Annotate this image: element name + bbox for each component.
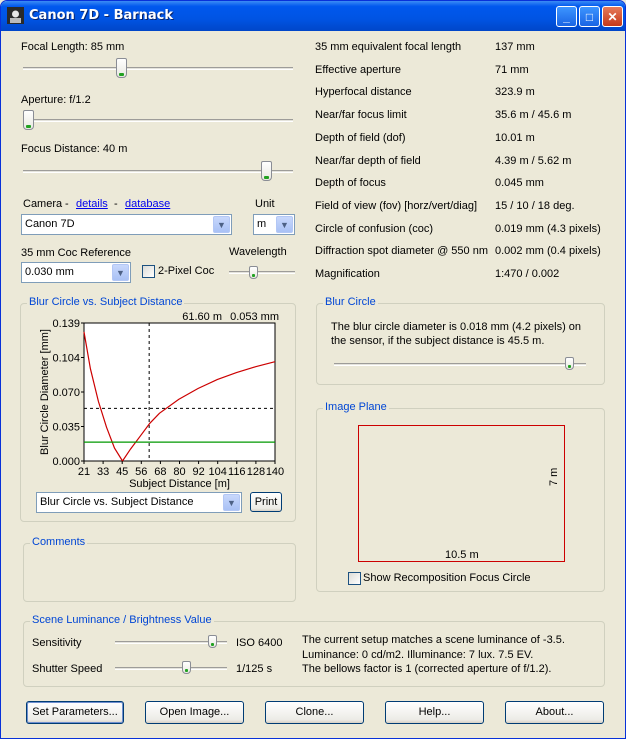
- shutter-label: Shutter Speed: [32, 663, 103, 675]
- info-value: 0.019 mm (4.3 pixels): [495, 222, 601, 235]
- luminance-group-title: Scene Luminance / Brightness Value: [32, 614, 212, 626]
- luminance-line-2: Luminance: 0 cd/m2. Illuminance: 7 lux. 7.5 EV.: [302, 649, 534, 661]
- info-label: Magnification: [315, 268, 380, 280]
- plot-area: [84, 323, 275, 461]
- close-button[interactable]: [602, 6, 623, 27]
- focus-distance-slider[interactable]: [261, 161, 272, 181]
- shutter-slider[interactable]: [182, 661, 191, 674]
- x-tick-label: 140: [265, 466, 285, 478]
- print-button[interactable]: [250, 492, 282, 512]
- info-label: Depth of focus: [315, 177, 386, 190]
- info-label: Diffraction spot diameter @ 550 nm: [315, 245, 488, 258]
- blur-chart-group-title: Blur Circle vs. Subject Distance: [29, 296, 183, 308]
- open-image-label: Open Image...: [159, 706, 230, 718]
- wavelength-track[interactable]: [229, 271, 295, 274]
- unit-label: Unit: [255, 198, 275, 210]
- info-value: 323.9 m: [495, 86, 535, 99]
- chevron-down-icon: ▼: [213, 216, 230, 233]
- close-icon: ✕: [607, 9, 618, 24]
- info-label: Near/far depth of field: [315, 154, 421, 167]
- chart-type-value: Blur Circle vs. Subject Distance: [40, 496, 194, 508]
- blur-circle-group: [316, 296, 605, 385]
- y-tick-label: 0.139: [52, 318, 80, 330]
- details-link[interactable]: details: [76, 198, 108, 210]
- sensitivity-label: Sensitivity: [32, 637, 82, 649]
- wavelength-slider[interactable]: [249, 266, 258, 279]
- aperture-slider[interactable]: [23, 110, 34, 130]
- help-button[interactable]: [385, 701, 484, 724]
- minimize-icon: _: [563, 9, 570, 24]
- app-camera-icon: [7, 7, 24, 24]
- camera-sep-2: -: [114, 198, 118, 210]
- comments-group[interactable]: [23, 536, 296, 602]
- about-button[interactable]: [505, 701, 604, 724]
- camera-select-value: Canon 7D: [25, 218, 75, 230]
- info-value: 137 mm: [495, 41, 535, 53]
- two-pixel-coc-checkbox[interactable]: [142, 265, 155, 278]
- x-tick-label: 116: [228, 466, 246, 478]
- print-button-label: Print: [254, 496, 278, 508]
- about-label: About...: [535, 706, 574, 718]
- blur-circle-slider[interactable]: [565, 357, 574, 370]
- aperture-track[interactable]: [23, 119, 293, 122]
- database-link[interactable]: database: [125, 198, 171, 210]
- blur-circle-track[interactable]: [334, 363, 586, 366]
- unit-select[interactable]: [253, 214, 295, 235]
- blur-chart[interactable]: [35, 311, 285, 490]
- sensitivity-slider[interactable]: [208, 635, 217, 648]
- info-value: 0.045 mm: [495, 177, 544, 190]
- coc-reference-select[interactable]: [21, 262, 131, 283]
- title-bar[interactable]: [1, 1, 625, 31]
- help-label: Help...: [418, 706, 451, 718]
- y-axis-label: Blur Circle Diameter [mm]: [39, 329, 51, 455]
- info-value: 4.39 m / 5.62 m: [495, 154, 572, 167]
- maximize-button[interactable]: [579, 6, 600, 27]
- cursor-readout-x: 61.60 m: [182, 311, 222, 323]
- clone-label: Clone...: [295, 706, 334, 718]
- open-image-button[interactable]: [145, 701, 244, 724]
- y-tick-label: 0.035: [52, 421, 80, 434]
- x-tick-label: 56: [135, 466, 148, 478]
- client-area: [5, 31, 623, 736]
- chevron-down-icon: ▼: [223, 494, 240, 511]
- focus-distance-label: Focus Distance: 40 m: [21, 143, 128, 155]
- info-label: Field of view (fov) [horz/vert/diag]: [315, 199, 478, 212]
- clone-button[interactable]: [265, 701, 364, 724]
- wavelength-label: Wavelength: [229, 246, 287, 258]
- x-tick-label: 92: [192, 466, 205, 478]
- x-tick-label: 33: [96, 466, 110, 478]
- info-value: 0.002 mm (0.4 pixels): [495, 245, 601, 258]
- set-parameters-button[interactable]: [26, 701, 124, 724]
- coc-reference-value: 0.030 mm: [25, 266, 74, 278]
- coc-reference-label: 35 mm Coc Reference: [21, 247, 132, 259]
- camera-select[interactable]: [21, 214, 232, 235]
- x-tick-label: 21: [77, 466, 91, 478]
- focus-distance-track[interactable]: [23, 170, 293, 173]
- x-tick-label: 68: [154, 466, 167, 478]
- focal-length-label: Focal Length: 85 mm: [21, 41, 125, 53]
- y-tick-label: 0.070: [52, 387, 80, 399]
- y-tick-label: 0.104: [52, 352, 80, 365]
- info-value: 15 / 10 / 18 deg.: [495, 199, 575, 212]
- x-tick-label: 128: [246, 466, 266, 478]
- luminance-line-1: The current setup matches a scene luminance of -3.5.: [302, 634, 565, 646]
- info-label: 35 mm equivalent focal length: [315, 41, 462, 53]
- x-axis-label: Subject Distance [m]: [129, 478, 230, 490]
- aperture-label: Aperture: f/1.2: [21, 94, 91, 106]
- image-plane-height: 7 m: [548, 467, 560, 486]
- set-parameters-label: Set Parameters...: [32, 706, 118, 718]
- two-pixel-coc-label: 2-Pixel Coc: [158, 265, 215, 277]
- chart-type-select[interactable]: [36, 492, 242, 513]
- minimize-button[interactable]: [556, 6, 577, 27]
- shutter-track[interactable]: [115, 667, 227, 670]
- info-value: 10.01 m: [495, 131, 535, 144]
- info-label: Effective aperture: [315, 63, 402, 76]
- comments-group-title: Comments: [32, 536, 86, 548]
- info-label: Hyperfocal distance: [315, 86, 412, 99]
- sensitivity-value: ISO 6400: [236, 637, 283, 649]
- info-value: 1:470 / 0.002: [495, 268, 560, 280]
- info-label: Circle of confusion (coc): [315, 222, 433, 235]
- chevron-down-icon: ▼: [276, 216, 293, 233]
- maximize-icon: □: [585, 9, 594, 24]
- recomposition-checkbox[interactable]: [348, 572, 361, 585]
- image-plane-group-title: Image Plane: [325, 401, 387, 413]
- info-value: 71 mm: [495, 63, 529, 76]
- recomposition-label: Show Recomposition Focus Circle: [363, 572, 531, 584]
- image-plane-width: 10.5 m: [445, 549, 479, 561]
- cursor-readout-y: 0.053 mm: [230, 311, 279, 323]
- blur-circle-group-title: Blur Circle: [325, 296, 376, 308]
- camera-label: Camera: [23, 198, 63, 210]
- y-tick-label: 0.000: [52, 456, 80, 468]
- unit-select-value: m: [257, 218, 267, 230]
- chevron-down-icon: ▼: [112, 264, 129, 281]
- focal-length-slider[interactable]: [116, 58, 127, 78]
- x-tick-label: 80: [173, 466, 186, 478]
- blur-circle-text: The blur circle diameter is 0.018 mm (4.2 pixels) on the sensor, if the subject distance is 45.5 m.: [331, 321, 582, 347]
- camera-sep-1: -: [65, 198, 69, 210]
- window-title: Canon 7D - Barnack: [29, 8, 174, 23]
- focal-length-track[interactable]: [23, 67, 293, 70]
- shutter-value: 1/125 s: [236, 663, 273, 675]
- x-tick-label: 45: [116, 466, 129, 478]
- x-tick-label: 104: [208, 466, 227, 478]
- luminance-line-3: The bellows factor is 1 (corrected aperture of f/1.2).: [302, 663, 552, 675]
- info-label: Depth of field (dof): [315, 131, 406, 144]
- image-plane-rect: [358, 425, 565, 562]
- info-label: Near/far focus limit: [315, 109, 407, 122]
- info-value: 35.6 m / 45.6 m: [495, 109, 572, 122]
